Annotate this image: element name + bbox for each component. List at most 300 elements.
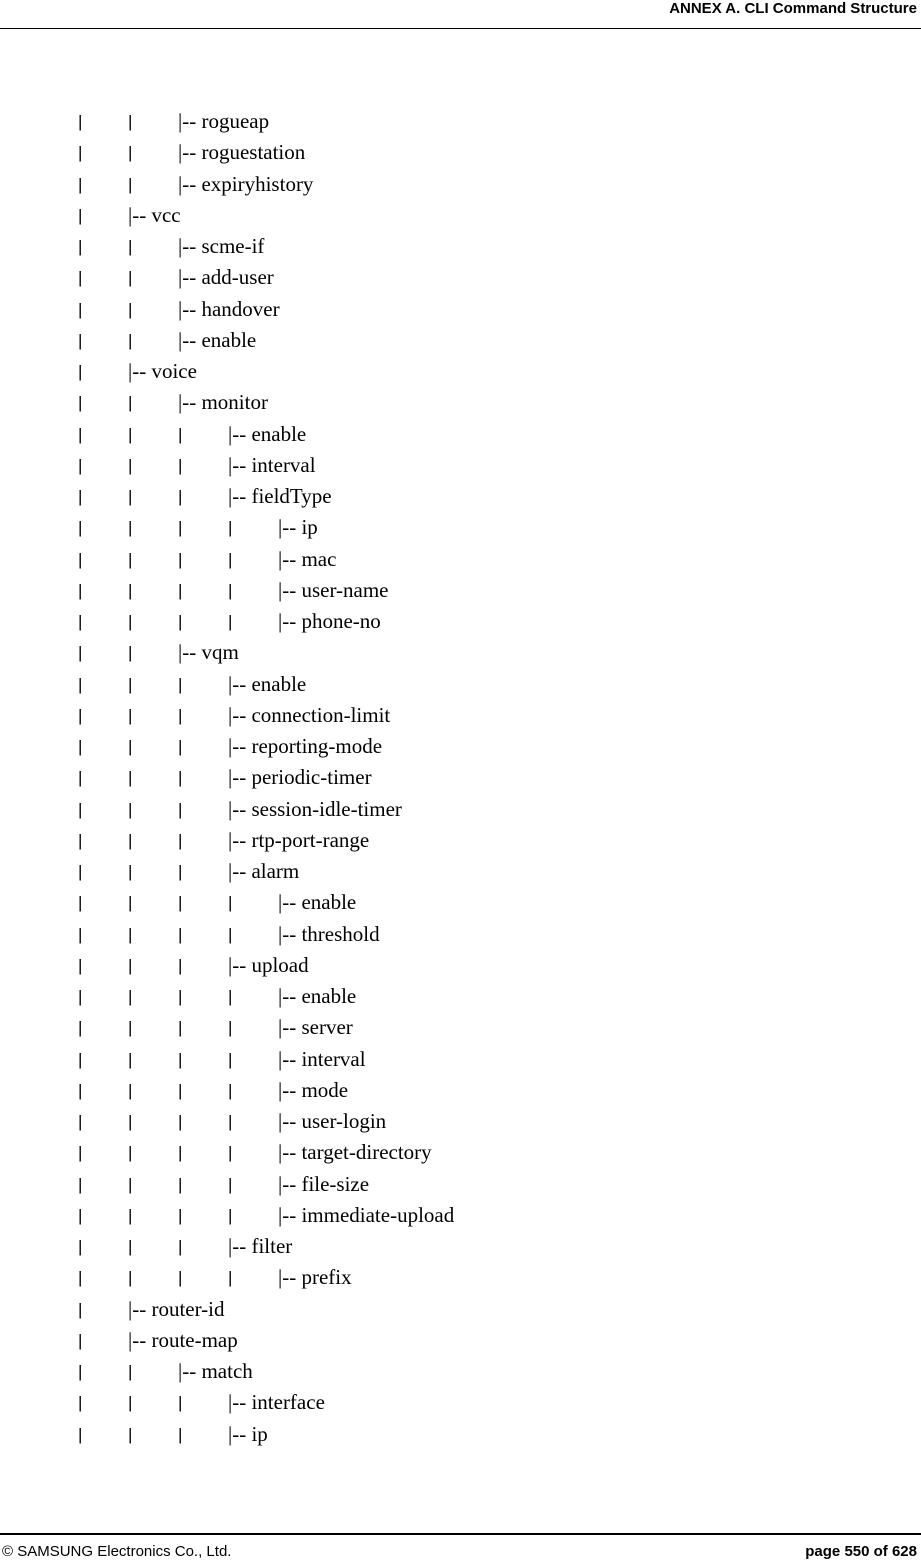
tree-node <box>0 1012 921 1043</box>
tree-node-label <box>128 200 181 231</box>
tree-node <box>0 887 921 918</box>
command-name: file-size <box>301 1171 370 1196</box>
branch-prefix: |-- <box>228 827 252 852</box>
tree-node <box>0 950 921 981</box>
tree-node <box>0 137 921 168</box>
tree-pipe: | <box>178 1112 183 1131</box>
tree-node <box>0 575 921 606</box>
branch-prefix: |-- <box>178 234 202 258</box>
tree-pipe: | <box>128 174 133 194</box>
page-footer <box>0 1533 921 1567</box>
tree-pipe: | <box>178 955 183 975</box>
tree-node-label <box>228 825 369 856</box>
tree-pipe: | <box>78 237 83 256</box>
tree-pipe: | <box>128 1143 133 1163</box>
branch-prefix: |-- <box>228 484 252 508</box>
tree-pipe: | <box>78 1268 83 1288</box>
tree-node-label <box>178 106 269 137</box>
branch-prefix: |-- <box>228 765 252 790</box>
tree-pipe: | <box>78 1362 83 1381</box>
tree-pipe: | <box>78 1080 83 1100</box>
tree-node-label <box>128 1325 238 1356</box>
tree-node-label <box>178 137 305 168</box>
tree-node <box>0 1231 921 1262</box>
command-name: alarm <box>251 859 300 883</box>
tree-pipe: | <box>128 393 133 413</box>
tree-pipe: | <box>78 768 83 788</box>
tree-pipe: | <box>78 1018 83 1038</box>
command-name: server <box>301 1015 353 1040</box>
tree-pipe: | <box>128 612 133 631</box>
tree-node <box>0 169 921 200</box>
branch-prefix: |-- <box>178 390 202 415</box>
tree-pipe: | <box>78 737 83 756</box>
command-name: target-directory <box>301 1140 432 1165</box>
command-name: phone-no <box>301 609 381 633</box>
tree-pipe: | <box>78 112 83 131</box>
tree-pipe: | <box>228 987 233 1006</box>
command-name: threshold <box>301 921 380 946</box>
tree-pipe: | <box>178 1393 183 1413</box>
tree-pipe: | <box>78 299 83 319</box>
branch-prefix: |-- <box>228 734 252 758</box>
tree-pipe: | <box>78 518 83 538</box>
tree-pipe: | <box>128 143 133 163</box>
tree-pipe: | <box>228 1018 233 1038</box>
tree-pipe: | <box>128 580 133 600</box>
tree-node-label <box>178 1356 253 1387</box>
command-name: scme-if <box>201 234 265 258</box>
command-name: ip <box>251 1421 268 1446</box>
tree-node <box>0 731 921 762</box>
command-name: enable <box>251 421 307 446</box>
tree-node-label <box>228 700 390 731</box>
tree-node-label <box>228 419 306 450</box>
tree-pipe: | <box>178 737 183 756</box>
branch-prefix: |-- <box>178 265 202 290</box>
tree-pipe: | <box>128 1112 133 1131</box>
command-name: prefix <box>301 1265 352 1290</box>
tree-pipe: | <box>128 549 133 569</box>
tree-pipe: | <box>78 362 83 381</box>
command-name: periodic-timer <box>251 765 372 790</box>
tree-node <box>0 1325 921 1356</box>
tree-node <box>0 919 921 950</box>
tree-pipe: | <box>128 455 133 475</box>
tree-node <box>0 1262 921 1293</box>
tree-node-label <box>278 887 356 918</box>
tree-pipe: | <box>128 768 133 788</box>
tree-pipe: | <box>128 1205 133 1225</box>
tree-node-label <box>228 450 316 481</box>
tree-node-label <box>178 294 280 325</box>
tree-node <box>0 231 921 262</box>
tree-node <box>0 325 921 356</box>
tree-node-label <box>278 1012 353 1043</box>
tree-pipe: | <box>128 112 133 131</box>
tree-pipe: | <box>78 268 83 288</box>
tree-node-label <box>278 512 318 543</box>
tree-pipe: | <box>178 487 183 506</box>
tree-node <box>0 1200 921 1231</box>
tree-pipe: | <box>178 893 183 913</box>
tree-pipe: | <box>78 424 83 444</box>
page-header <box>0 0 921 29</box>
tree-pipe: | <box>78 393 83 413</box>
tree-pipe: | <box>128 987 133 1006</box>
branch-prefix: |-- <box>228 452 252 477</box>
tree-node <box>0 1294 921 1325</box>
branch-prefix: |-- <box>278 1015 302 1040</box>
tree-pipe: | <box>128 424 133 444</box>
tree-pipe: | <box>78 643 83 663</box>
tree-pipe: | <box>128 924 133 944</box>
tree-pipe: | <box>178 549 183 569</box>
command-name: filter <box>251 1234 293 1258</box>
tree-pipe: | <box>78 1049 83 1069</box>
tree-pipe: | <box>178 1268 183 1288</box>
branch-prefix: |-- <box>278 890 302 915</box>
annex-title: ANNEX A. CLI Command Structure <box>669 0 917 17</box>
command-name: interval <box>251 452 316 477</box>
tree-node-label <box>278 1106 386 1137</box>
tree-pipe: | <box>128 487 133 506</box>
tree-pipe: | <box>228 580 233 600</box>
branch-prefix: |-- <box>228 1390 252 1415</box>
branch-prefix: |-- <box>278 577 302 602</box>
command-name: immediate-upload <box>301 1202 455 1227</box>
tree-node <box>0 1169 921 1200</box>
command-name: vqm <box>201 640 239 665</box>
tree-node-label <box>278 575 389 606</box>
tree-pipe: | <box>178 799 183 819</box>
tree-node-label <box>178 262 274 293</box>
tree-pipe: | <box>78 143 83 163</box>
tree-pipe: | <box>78 612 83 631</box>
command-name: interface <box>251 1390 325 1415</box>
tree-pipe: | <box>178 612 183 631</box>
tree-node-label <box>228 794 402 825</box>
command-name: voice <box>151 359 197 383</box>
tree-pipe: | <box>128 830 133 850</box>
tree-node <box>0 481 921 512</box>
tree-node-label <box>278 1169 369 1200</box>
tree-pipe: | <box>178 1018 183 1038</box>
tree-pipe: | <box>78 205 83 225</box>
tree-pipe: | <box>78 487 83 506</box>
branch-prefix: |-- <box>278 1109 302 1133</box>
tree-pipe: | <box>178 1205 183 1225</box>
branch-prefix: |-- <box>228 671 252 696</box>
branch-prefix: |-- <box>278 546 302 571</box>
tree-pipe: | <box>78 893 83 913</box>
tree-pipe: | <box>78 674 83 694</box>
tree-pipe: | <box>128 643 133 663</box>
tree-pipe: | <box>78 830 83 850</box>
command-name: rogueap <box>201 109 270 133</box>
tree-node-label <box>228 762 372 793</box>
tree-pipe: | <box>128 518 133 538</box>
tree-node-label <box>178 169 313 200</box>
tree-node-label <box>228 731 382 762</box>
branch-prefix: |-- <box>128 359 152 383</box>
tree-pipe: | <box>78 580 83 600</box>
tree-node-label <box>278 1075 348 1106</box>
tree-pipe: | <box>128 893 133 913</box>
command-name: interval <box>301 1046 366 1071</box>
command-name: handover <box>201 296 280 321</box>
tree-pipe: | <box>78 174 83 194</box>
tree-pipe: | <box>128 1174 133 1194</box>
tree-node <box>0 825 921 856</box>
branch-prefix: |-- <box>228 859 252 883</box>
tree-pipe: | <box>178 518 183 538</box>
tree-pipe: | <box>128 862 133 881</box>
tree-node <box>0 606 921 637</box>
command-name: enable <box>301 984 357 1008</box>
tree-pipe: | <box>228 1174 233 1194</box>
tree-pipe: | <box>178 424 183 444</box>
branch-prefix: |-- <box>128 1327 152 1352</box>
tree-pipe: | <box>78 549 83 569</box>
tree-node <box>0 856 921 887</box>
tree-pipe: | <box>78 705 83 725</box>
branch-prefix: |-- <box>178 327 202 352</box>
tree-node <box>0 1356 921 1387</box>
tree-pipe: | <box>228 1205 233 1225</box>
tree-pipe: | <box>178 580 183 600</box>
command-name: ip <box>301 515 318 540</box>
tree-pipe: | <box>128 955 133 975</box>
page-number: page 550 of 628 <box>805 1543 917 1560</box>
command-name: route-map <box>151 1327 238 1352</box>
tree-pipe: | <box>228 518 233 538</box>
tree-pipe: | <box>78 799 83 819</box>
tree-pipe: | <box>78 1330 83 1350</box>
tree-pipe: | <box>128 799 133 819</box>
branch-prefix: |-- <box>278 921 302 946</box>
tree-pipe: | <box>228 1049 233 1069</box>
tree-node <box>0 200 921 231</box>
tree-pipe: | <box>78 924 83 944</box>
tree-node <box>0 1137 921 1168</box>
tree-pipe: | <box>178 830 183 850</box>
tree-pipe: | <box>178 455 183 475</box>
tree-node <box>0 700 921 731</box>
command-name: mac <box>301 546 337 571</box>
command-name: enable <box>251 671 307 696</box>
tree-node <box>0 1419 921 1450</box>
tree-node <box>0 387 921 418</box>
tree-node-label <box>278 919 380 950</box>
tree-pipe: | <box>128 1393 133 1413</box>
tree-pipe: | <box>78 455 83 475</box>
tree-node-label <box>278 1262 352 1293</box>
tree-pipe: | <box>128 1362 133 1381</box>
command-name: session-idle-timer <box>251 796 402 821</box>
command-name: router-id <box>151 1296 225 1321</box>
branch-prefix: |-- <box>278 515 302 540</box>
command-name: vcc <box>151 202 181 227</box>
branch-prefix: |-- <box>178 640 202 665</box>
tree-pipe: | <box>178 768 183 788</box>
tree-pipe: | <box>78 1237 83 1256</box>
tree-pipe: | <box>78 1174 83 1194</box>
tree-node-label <box>278 544 336 575</box>
tree-pipe: | <box>78 955 83 975</box>
tree-pipe: | <box>228 549 233 569</box>
tree-pipe: | <box>178 674 183 694</box>
tree-node-label <box>278 1044 366 1075</box>
tree-node <box>0 544 921 575</box>
tree-pipe: | <box>128 674 133 694</box>
branch-prefix: |-- <box>278 1202 302 1227</box>
tree-node-label <box>228 669 306 700</box>
tree-pipe: | <box>178 1237 183 1256</box>
tree-pipe: | <box>228 893 233 913</box>
command-name: enable <box>301 890 357 915</box>
command-name: connection-limit <box>251 702 391 727</box>
branch-prefix: |-- <box>228 421 252 446</box>
tree-node-label <box>228 950 309 981</box>
command-name: enable <box>201 327 257 352</box>
command-name: upload <box>251 952 309 977</box>
tree-node <box>0 981 921 1012</box>
branch-prefix: |-- <box>278 1265 302 1290</box>
tree-pipe: | <box>228 1080 233 1100</box>
branch-prefix: |-- <box>128 1296 152 1321</box>
tree-pipe: | <box>128 1424 133 1444</box>
tree-node-label <box>178 231 264 262</box>
tree-pipe: | <box>128 330 133 350</box>
command-name: reporting-mode <box>251 734 383 758</box>
tree-node <box>0 1075 921 1106</box>
tree-pipe: | <box>128 737 133 756</box>
tree-pipe: | <box>228 1112 233 1131</box>
tree-pipe: | <box>228 1143 233 1163</box>
tree-node-label <box>228 1419 268 1450</box>
tree-node-label <box>128 356 197 387</box>
tree-node <box>0 419 921 450</box>
tree-pipe: | <box>78 1112 83 1131</box>
tree-pipe: | <box>228 1268 233 1288</box>
tree-node <box>0 106 921 137</box>
branch-prefix: |-- <box>228 796 252 821</box>
tree-node-label <box>278 606 381 637</box>
tree-pipe: | <box>78 1299 83 1319</box>
tree-pipe: | <box>128 1018 133 1038</box>
tree-pipe: | <box>178 1049 183 1069</box>
branch-prefix: |-- <box>228 952 252 977</box>
tree-node <box>0 450 921 481</box>
branch-prefix: |-- <box>178 140 202 165</box>
tree-pipe: | <box>128 237 133 256</box>
branch-prefix: |-- <box>278 1140 302 1165</box>
command-name: expiryhistory <box>201 171 314 196</box>
tree-pipe: | <box>178 1080 183 1100</box>
tree-node-label <box>178 387 268 418</box>
tree-pipe: | <box>228 924 233 944</box>
branch-prefix: |-- <box>128 202 152 227</box>
tree-node <box>0 1106 921 1137</box>
command-name: fieldType <box>251 484 332 508</box>
tree-node <box>0 356 921 387</box>
tree-pipe: | <box>228 612 233 631</box>
command-name: user-name <box>301 577 389 602</box>
command-name: roguestation <box>201 140 306 165</box>
tree-node <box>0 1044 921 1075</box>
tree-node-label <box>278 1200 454 1231</box>
branch-prefix: |-- <box>278 1171 302 1196</box>
tree-pipe: | <box>128 1237 133 1256</box>
tree-node-label <box>178 325 256 356</box>
tree-pipe: | <box>78 1393 83 1413</box>
tree-pipe: | <box>178 862 183 881</box>
branch-prefix: |-- <box>178 109 202 133</box>
command-name: rtp-port-range <box>251 827 370 852</box>
tree-node-label <box>228 856 299 887</box>
tree-node-label <box>228 1387 325 1418</box>
tree-pipe: | <box>128 1080 133 1100</box>
tree-pipe: | <box>128 268 133 288</box>
tree-pipe: | <box>128 705 133 725</box>
branch-prefix: |-- <box>278 609 302 633</box>
branch-prefix: |-- <box>228 702 252 727</box>
tree-node <box>0 794 921 825</box>
tree-pipe: | <box>78 1205 83 1225</box>
command-name: match <box>201 1359 253 1383</box>
tree-pipe: | <box>128 1268 133 1288</box>
tree-node <box>0 669 921 700</box>
branch-prefix: |-- <box>228 1234 252 1258</box>
tree-node <box>0 512 921 543</box>
tree-node-label <box>278 1137 432 1168</box>
tree-node <box>0 294 921 325</box>
cli-command-tree <box>0 106 921 1450</box>
command-name: mode <box>301 1077 349 1102</box>
tree-pipe: | <box>78 987 83 1006</box>
tree-pipe: | <box>78 1143 83 1163</box>
tree-pipe: | <box>178 924 183 944</box>
branch-prefix: |-- <box>178 296 202 321</box>
branch-prefix: |-- <box>278 1046 302 1071</box>
tree-node-label <box>128 1294 225 1325</box>
tree-node-label <box>278 981 356 1012</box>
command-name: monitor <box>201 390 268 415</box>
branch-prefix: |-- <box>278 1077 302 1102</box>
tree-node <box>0 1387 921 1418</box>
branch-prefix: |-- <box>178 1359 202 1383</box>
branch-prefix: |-- <box>178 171 202 196</box>
copyright-notice: © SAMSUNG Electronics Co., Ltd. <box>2 1543 232 1560</box>
tree-node-label <box>228 1231 292 1262</box>
tree-node <box>0 262 921 293</box>
tree-pipe: | <box>128 299 133 319</box>
tree-pipe: | <box>178 1424 183 1444</box>
command-name: user-login <box>301 1109 387 1133</box>
tree-pipe: | <box>178 987 183 1006</box>
tree-pipe: | <box>178 705 183 725</box>
tree-pipe: | <box>78 330 83 350</box>
tree-node-label <box>178 637 239 668</box>
tree-pipe: | <box>178 1143 183 1163</box>
branch-prefix: |-- <box>228 1421 252 1446</box>
tree-pipe: | <box>178 1174 183 1194</box>
command-name: add-user <box>201 265 274 290</box>
tree-node-label <box>228 481 332 512</box>
tree-pipe: | <box>78 1424 83 1444</box>
tree-pipe: | <box>78 862 83 881</box>
